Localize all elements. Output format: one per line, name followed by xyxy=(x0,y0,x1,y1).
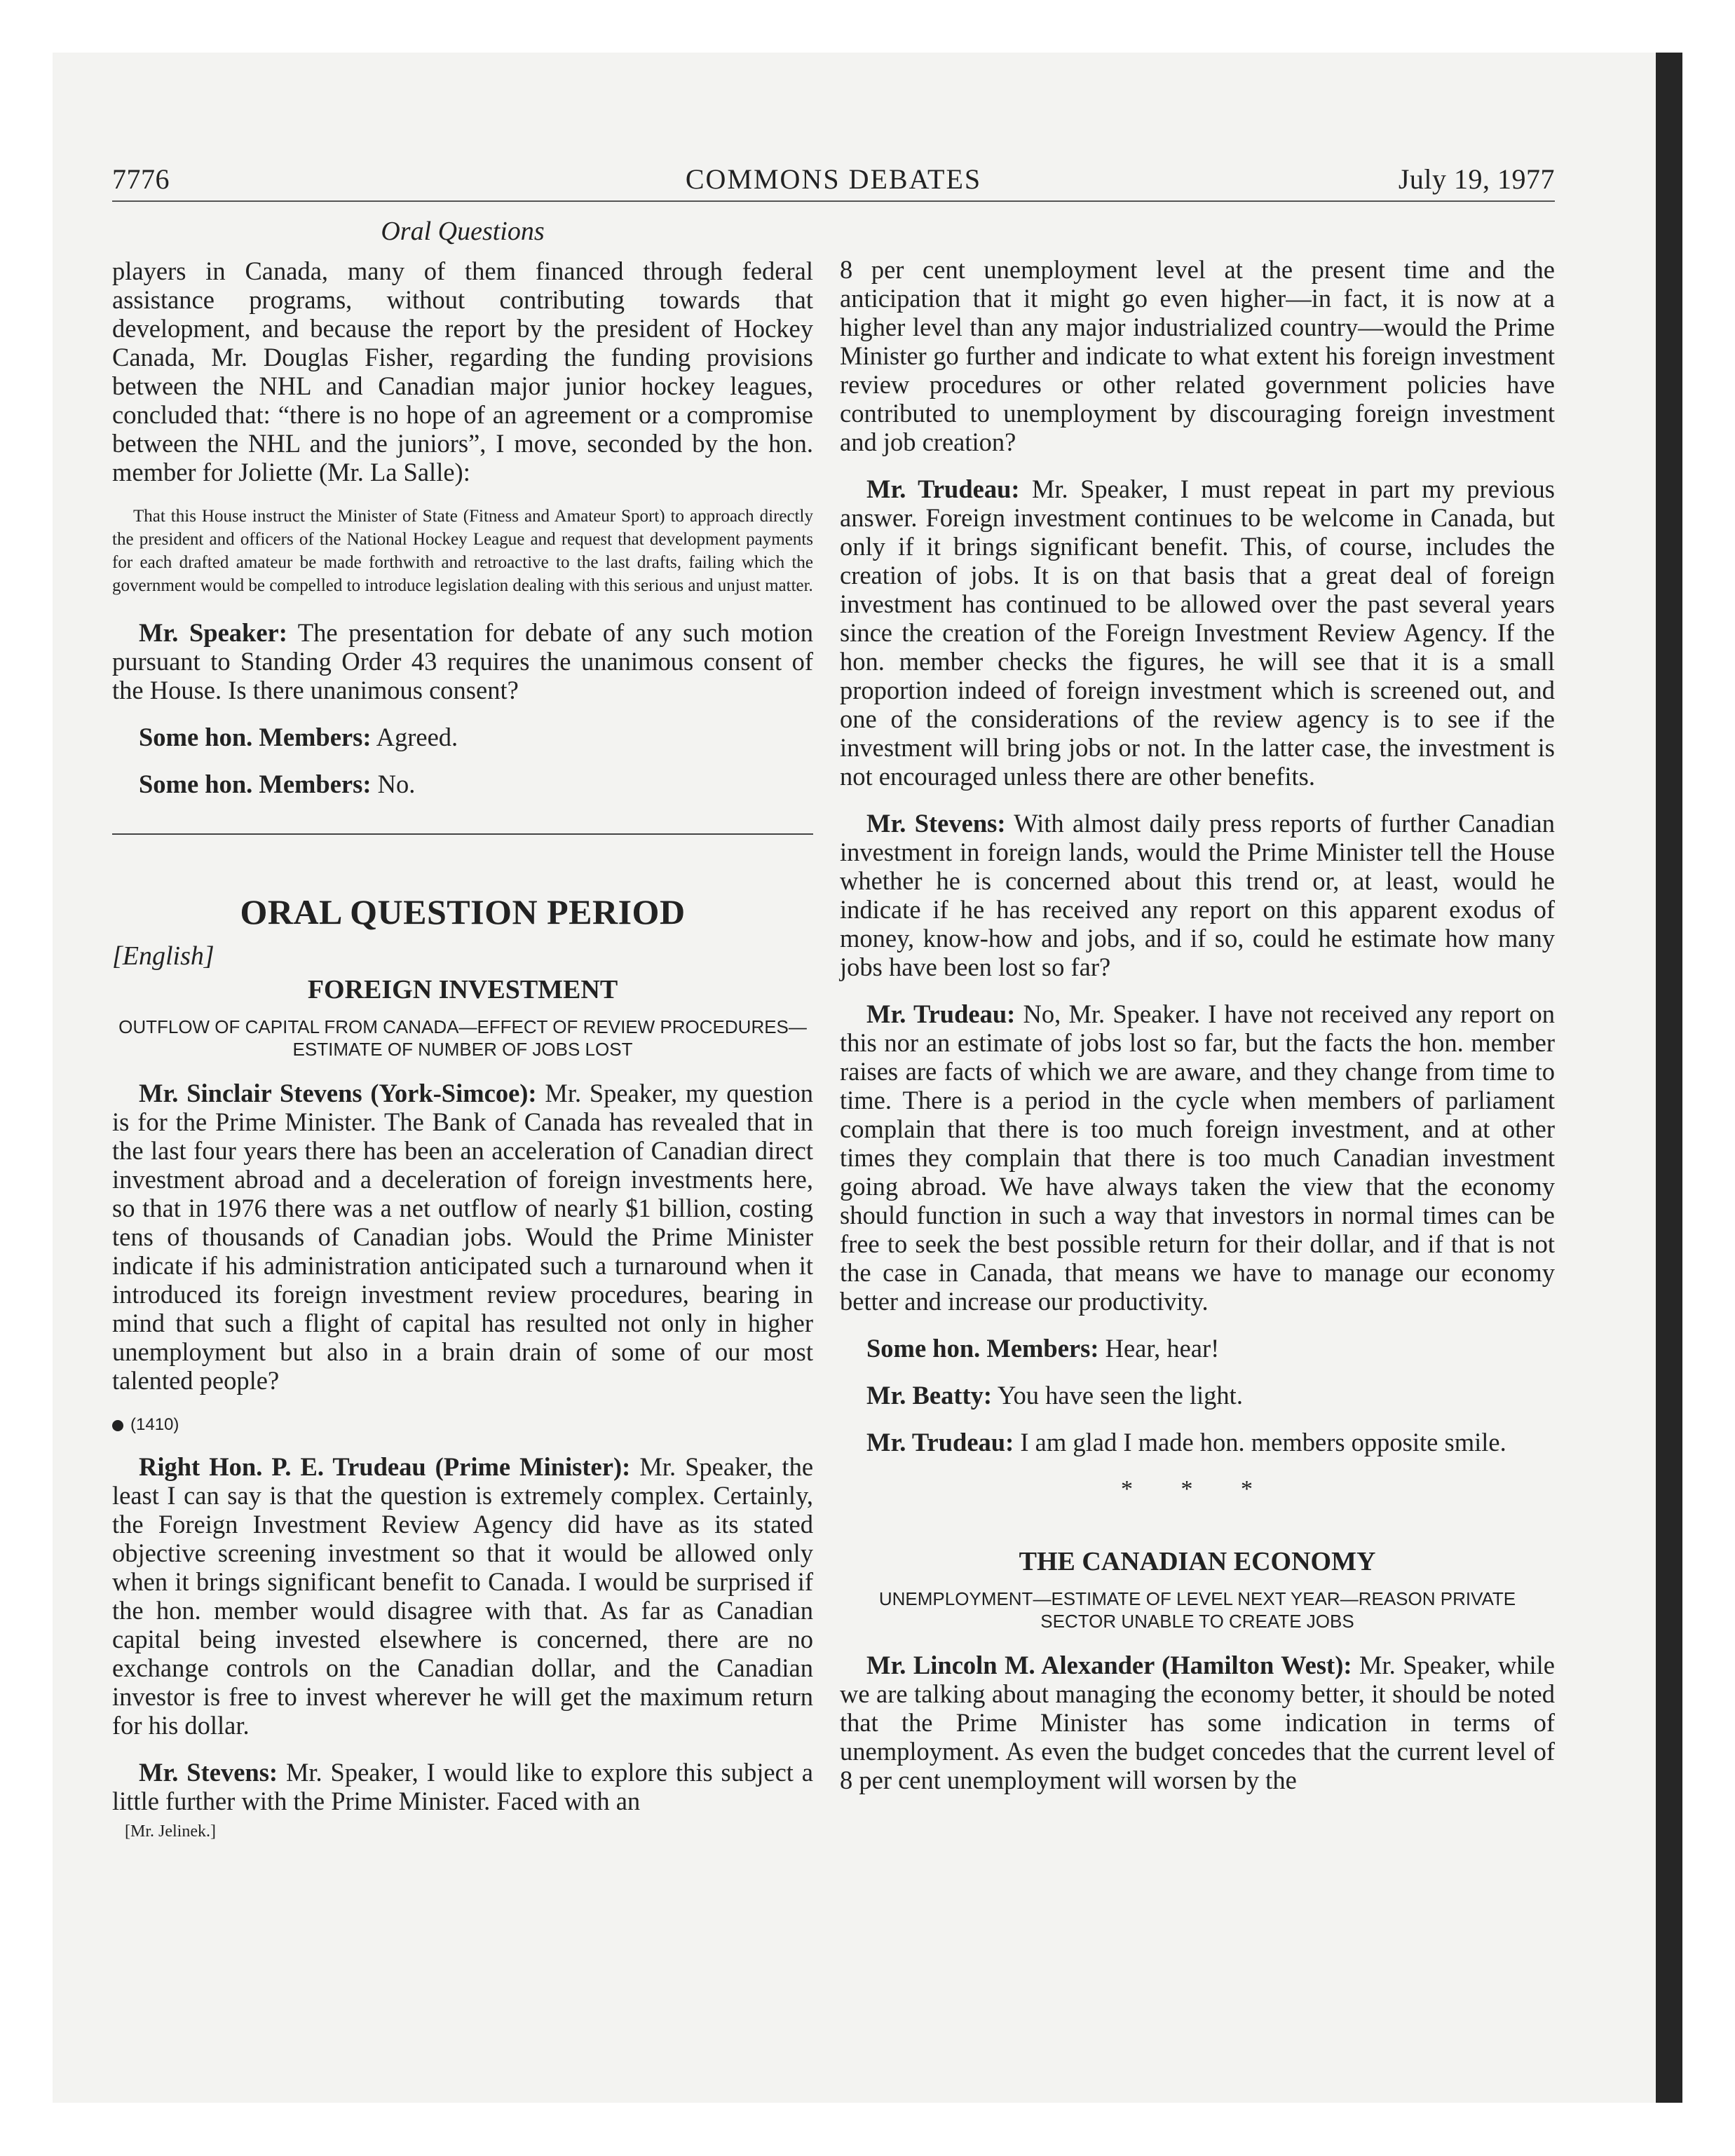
speech: Mr. Stevens: With almost daily press reports of further Canadian investment in foreign lands, would the Prime Minister tell the House whether he is concerned about this trend or, at least, would he indicate if he has received any report on this apparent exodus of money, know-how and jobs, and if so, could he estimate how many jobs have been lost so far? xyxy=(840,809,1556,981)
paragraph: 8 per cent unemployment level at the present time and the anticipation that it might go even higher—in fact, it is now at a higher level than any major industrialized country—would the Prime Minister go further and indicate to what extent his foreign investment review procedures or other related government policies have contributed to unemployment by discouraging foreign investment and job creation? xyxy=(840,255,1555,456)
page-header xyxy=(112,160,1555,202)
speech: Mr. Stevens: Mr. Speaker, I would like to explore this subject a little further with the Prime Minister. Faced with an xyxy=(112,1758,813,1815)
speech: Some hon. Members: No. xyxy=(139,770,416,798)
speech: Mr. Sinclair Stevens (York-Simcoe): Mr. Speaker, my question is for the Prime Minister. The Bank of Canada has revealed that in the last four years there has been an acceleration of Canadian direct investment abroad and a deceleration of foreign investments here, so that in 1976 there was a net outflow of nearly $1 billion, costing tens of thousands of Canadian jobs. Would the Prime Minister indicate if his administration anticipated such a turnaround when it introduced its foreign investment review procedures, bearing in mind that such a flight of capital has resulted not only in higher unemployment but also in a brain drain of some of our most talented people? xyxy=(112,1079,813,1395)
topic-heading: FOREIGN INVESTMENT xyxy=(307,975,618,1004)
speech: Some hon. Members: Hear, hear! xyxy=(866,1334,1220,1363)
footnote: [Mr. Jelinek.] xyxy=(125,1822,216,1841)
speech: Mr. Lincoln M. Alexander (Hamilton West): Mr. Speaker, while we are talking about managing the economy better, it should be noted that the Prime Minister has some indication in terms of unemployment. As even the budget concedes that the current level of 8 per cent unemployment will worsen by the xyxy=(840,1651,1555,1794)
speaker-name: Mr. Trudeau: xyxy=(866,1428,1014,1456)
publication-date: July 19, 1977 xyxy=(1398,163,1555,195)
publication-title: COMMONS DEBATES xyxy=(685,163,982,195)
speech: Mr. Trudeau: No, Mr. Speaker. I have not received any report on this nor an estimate of jobs lost so far, but the facts the hon. member raises are facts of which we are aware, and they change from time to time. There is a period in the cycle when members of parliament complain that there is too much foreign investment, and at other times they complain that there is too much Canadian investment going abroad. We have always taken the view that the economy should function in such a way that investors in normal times can be free to seek the best possible return for their dollar, and if that is not the case in Canada, that means we have to manage our economy better and increase our productivity. xyxy=(840,999,1556,1316)
language-marker: [English] xyxy=(112,941,215,971)
speaker-name: Mr. Speaker: xyxy=(139,618,287,647)
speaker-name: Mr. Lincoln M. Alexander (Hamilton West): xyxy=(866,1651,1352,1679)
topic-subheading: UNEMPLOYMENT—ESTIMATE OF LEVEL NEXT YEAR—REASON PRIVATE SECTOR UNABLE TO CREATE JOBS xyxy=(878,1588,1516,1632)
right-column xyxy=(840,212,1555,1813)
motion-text: That this House instruct the Minister of State (Fitness and Amateur Sport) to approach directly the president and officers of the National Hockey League and request that development payments for each drafted amateur be made forthwith and retroactive to the last drafts, failing which the government would be compelled to introduce legislation dealing with this serious and unjust matter. xyxy=(112,507,813,595)
speaker-name: Mr. Stevens: xyxy=(139,1758,278,1787)
speaker-name: Some hon. Members: xyxy=(139,770,372,798)
section-title: ORAL QUESTION PERIOD xyxy=(240,892,686,932)
speech: Right Hon. P. E. Trudeau (Prime Minister): Mr. Speaker, the least I can say is that the question is extremely complex. Certainly, the Foreign Investment Review Agency did have as its stated objective screening investment so that it would be allowed only when it brings significant benefit to Canada. I would be surprised if the hon. member would disagree with that. As far as Canadian capital being invested elsewhere is concerned, there are no exchange controls on the Canadian dollar, and the Canadian investor is free to invest wherever he will get the maximum return for his dollar. xyxy=(112,1452,814,1740)
paragraph: players in Canada, many of them financed through federal assistance programs, without contributing towards that development, and because the report by the president of Hockey Canada, Mr. Douglas Fisher, regarding the funding provisions between the NHL and Canadian major junior hockey leagues, concluded that: “there is no hope of an agreement or a compromise between the NHL and the juniors”, I move, seconded by the hon. member for Joliette (Mr. La Salle): xyxy=(112,257,813,486)
topic-subheading: OUTFLOW OF CAPITAL FROM CANADA—EFFECT OF REVIEW PROCEDURES—ESTIMATE OF NUMBER OF JOBS LOST xyxy=(118,1016,807,1060)
time-marker: (1410) xyxy=(112,1413,813,1437)
section-separator: * * * xyxy=(1121,1476,1274,1502)
speech: Mr. Speaker: The presentation for debate of any such motion pursuant to Standing Order 43 requires the unanimous consent of the House. Is there unanimous consent? xyxy=(112,618,813,704)
left-column xyxy=(112,212,813,1842)
topic-heading: THE CANADIAN ECONOMY xyxy=(1019,1547,1376,1576)
speaker-name: Right Hon. P. E. Trudeau (Prime Minister): xyxy=(139,1452,631,1481)
speaker-name: Mr. Stevens: xyxy=(866,809,1006,838)
speech: Mr. Trudeau: I am glad I made hon. members opposite smile. xyxy=(866,1428,1506,1456)
bullet-icon xyxy=(112,1420,123,1431)
speech: Some hon. Members: Agreed. xyxy=(139,723,458,751)
column-top-spacer xyxy=(840,212,1555,255)
speech: Mr. Beatty: You have seen the light. xyxy=(866,1381,1243,1410)
speaker-name: Some hon. Members: xyxy=(139,723,372,751)
speaker-name: Mr. Trudeau: xyxy=(866,999,1016,1028)
page-number: 7776 xyxy=(112,163,170,195)
speaker-name: Mr. Sinclair Stevens (York-Simcoe): xyxy=(139,1079,537,1107)
running-head: Oral Questions xyxy=(381,217,545,246)
speech: Mr. Trudeau: Mr. Speaker, I must repeat in part my previous answer. Foreign investment continues to be welcome in Canada, but only if it brings significant benefit. This, of course, includes the creation of jobs. It is on that basis that a great deal of foreign investment has continued to be allowed over the past several years since the creation of the Foreign Investment Review Agency. If the hon. member checks the figures, he will see that it is a small proportion indeed of foreign investment which is screened out, and one of the considerations of the review agency is to see if the investment will bring jobs or not. In the latter case, the investment is not encouraged unless there are other benefits. xyxy=(840,475,1555,791)
section-divider xyxy=(112,833,813,835)
speaker-name: Mr. Beatty: xyxy=(866,1381,993,1410)
speaker-name: Some hon. Members: xyxy=(866,1334,1099,1363)
scan-edge-shadow xyxy=(1656,53,1682,2103)
speaker-name: Mr. Trudeau: xyxy=(866,475,1020,503)
